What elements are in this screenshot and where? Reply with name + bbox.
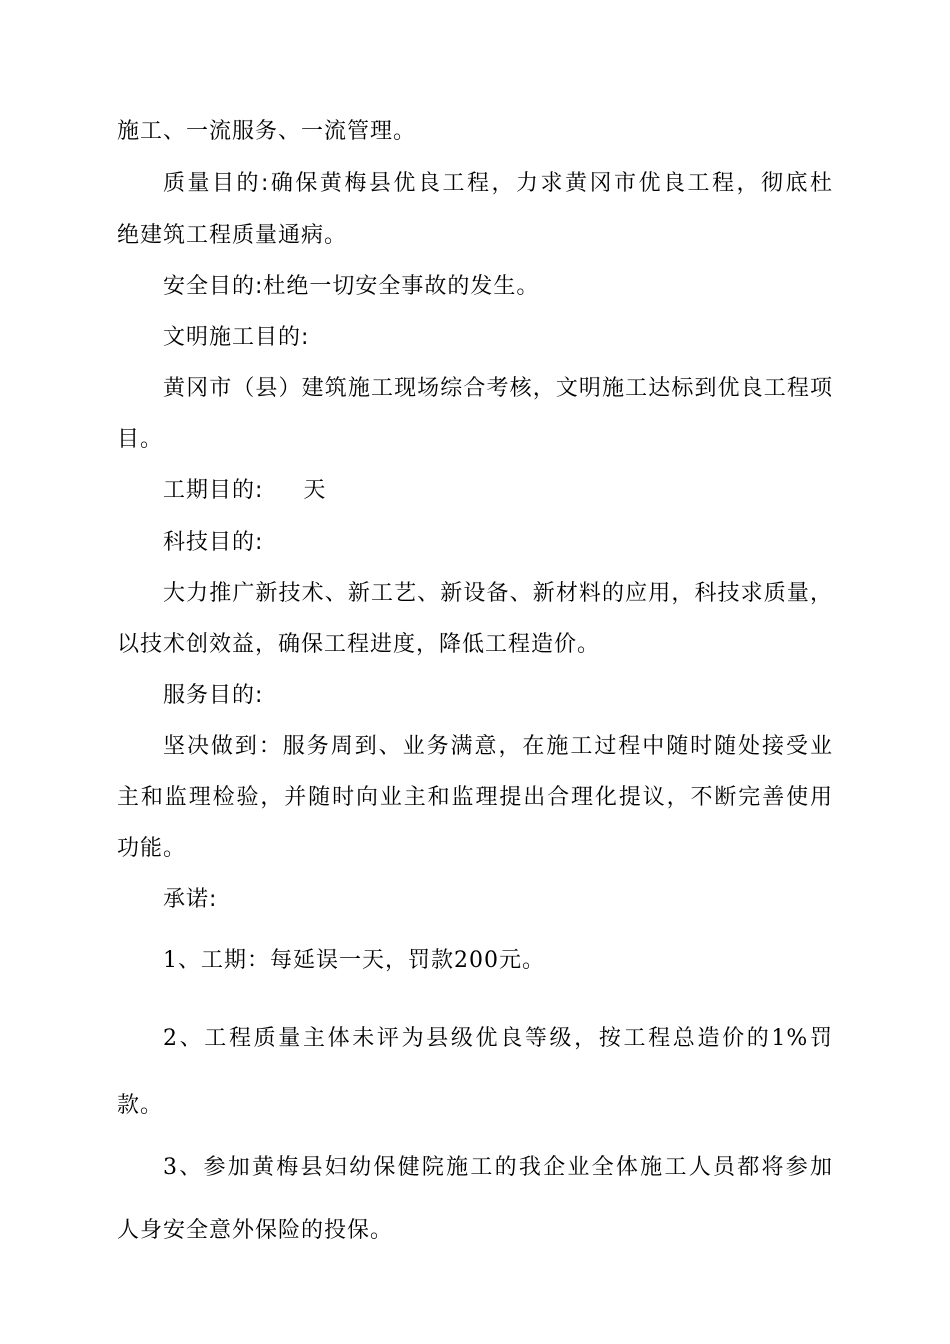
commitment-item-text: 2、工程质量主体未评为县级优良等级，按工程总造价的1%罚 <box>163 1026 833 1051</box>
paragraph-line <box>117 783 833 813</box>
service-goal-text-end: 功能。 <box>117 836 187 861</box>
commitment-item-3 <box>163 1153 833 1183</box>
safety-goal-label: 安全目的: <box>163 274 264 299</box>
quality-goal-text-cont: 绝建筑工程质量通病。 <box>117 223 348 248</box>
commitment-label: 承诺: <box>163 887 218 912</box>
paragraph-line <box>163 732 833 762</box>
paragraph-line <box>163 579 833 609</box>
tech-goal-label: 科技目的: <box>163 530 264 555</box>
paragraph-line <box>117 1216 833 1246</box>
commitment-item-1 <box>163 946 833 976</box>
civilized-goal-label: 文明施工目的: <box>163 325 310 350</box>
civilized-goal-text: 黄冈市（县）建筑施工现场综合考核，文明施工达标到优良工程项 <box>163 376 833 401</box>
schedule-goal-text: 天 <box>303 478 327 503</box>
tech-goal-text: 大力推广新技术、新工艺、新设备、新材料的应用，科技求质量， <box>163 581 833 606</box>
paragraph-line <box>117 1091 833 1121</box>
paragraph-line <box>117 834 833 864</box>
safety-goal-line <box>163 272 833 302</box>
commitment-heading <box>163 885 833 915</box>
quality-goal-text: 确保黄梅县优良工程，力求黄冈市优良工程，彻底杜 <box>269 171 833 196</box>
safety-goal-text: 杜绝一切安全事故的发生。 <box>263 274 540 299</box>
commitment-item-text-cont: 人身安全意外保险的投保。 <box>117 1218 394 1243</box>
schedule-goal-label: 工期目的: <box>163 478 264 503</box>
civilized-goal-heading <box>163 323 833 353</box>
commitment-item-2 <box>163 1024 833 1054</box>
paragraph-line <box>117 630 833 660</box>
text: 施工、一流服务、一流管理。 <box>117 119 417 144</box>
tech-goal-heading <box>163 528 833 558</box>
paragraph-line <box>117 221 833 251</box>
service-goal-label: 服务目的: <box>163 683 264 708</box>
civilized-goal-text-cont: 目。 <box>117 427 164 452</box>
commitment-item-text: 1、工期：每延误一天，罚款200元。 <box>163 948 545 973</box>
paragraph-line <box>117 425 833 455</box>
commitment-item-text-cont: 款。 <box>117 1093 164 1118</box>
paragraph-line <box>117 117 833 147</box>
service-goal-heading <box>163 681 833 711</box>
service-goal-text: 坚决做到：服务周到、业务满意，在施工过程中随时随处接受业 <box>163 734 833 759</box>
schedule-goal-line <box>163 476 833 506</box>
service-goal-text-cont: 主和监理检验，并随时向业主和监理提出合理化提议，不断完善使用 <box>117 785 833 810</box>
commitment-item-text: 3、参加黄梅县妇幼保健院施工的我企业全体施工人员都将参加 <box>163 1155 833 1180</box>
quality-goal-line <box>163 169 833 199</box>
quality-goal-label: 质量目的: <box>163 171 270 196</box>
paragraph-line <box>163 374 833 404</box>
tech-goal-text-cont: 以技术创效益，确保工程进度，降低工程造价。 <box>117 632 601 657</box>
